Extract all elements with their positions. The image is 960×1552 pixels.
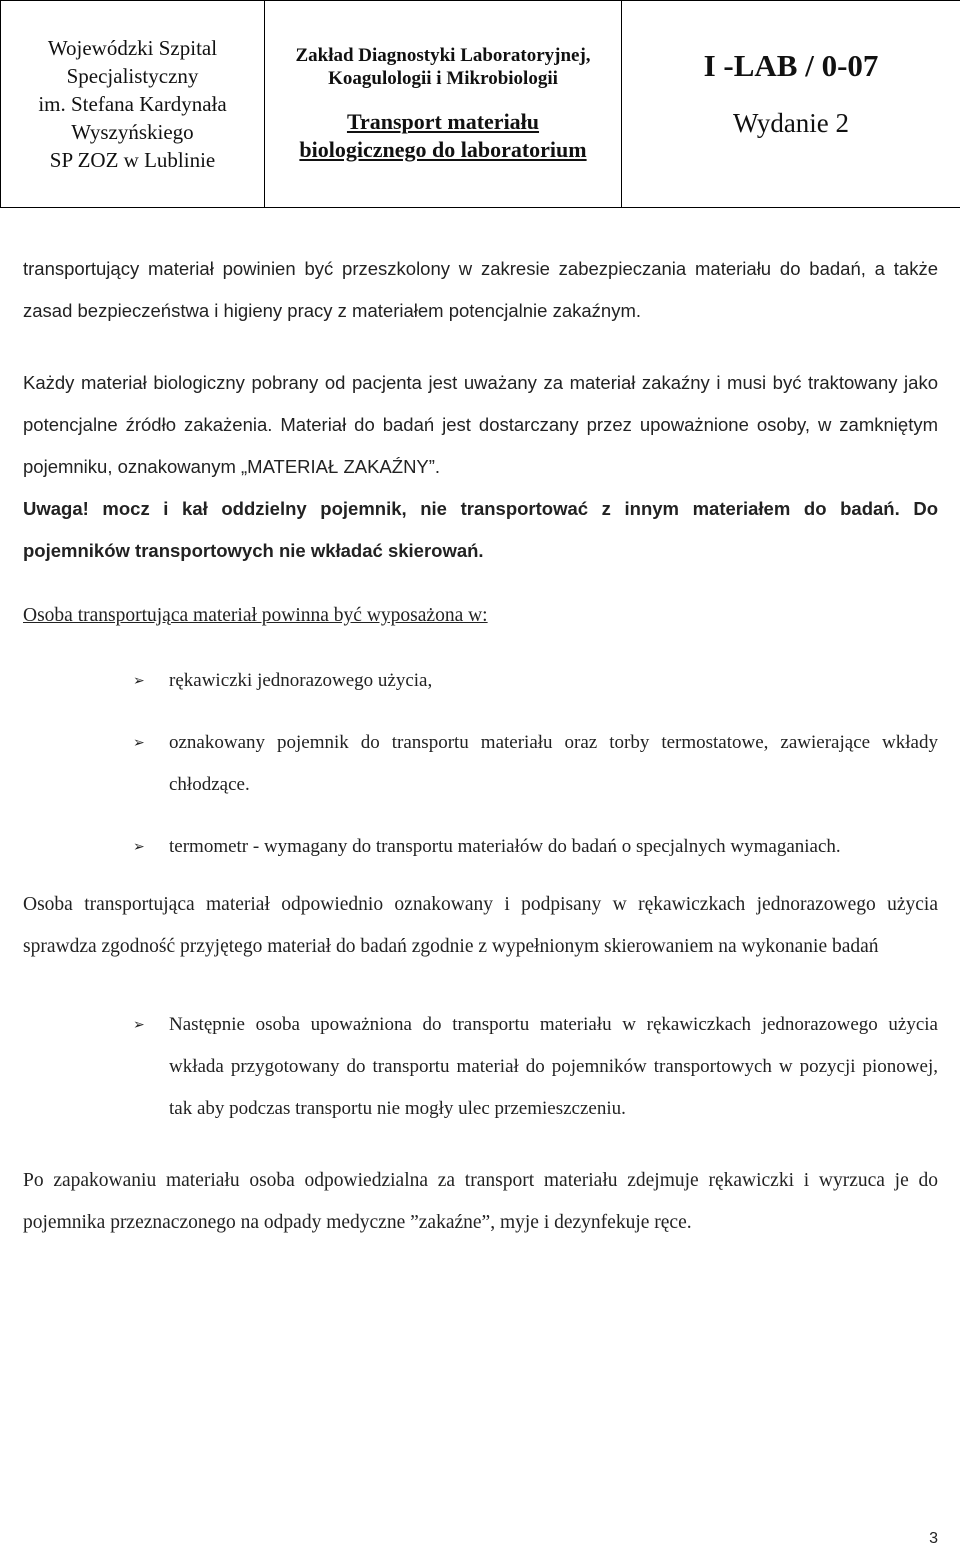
warning-label: Uwaga!: [23, 498, 89, 519]
document-title-line: Transport materiału: [346, 109, 540, 134]
document-title: [265, 108, 621, 164]
organization-line: im. Stefana Kardynała: [38, 92, 227, 116]
organization-line: Wyszyńskiego: [71, 120, 194, 144]
document-id-cell: [622, 1, 960, 208]
edition-label: Wydanie 2: [732, 107, 850, 138]
document-code: I -LAB / 0-07: [703, 47, 879, 83]
organization-cell: [1, 1, 265, 208]
organization-line: Wojewódzki Szpital: [47, 36, 218, 60]
organization-line: Specjalistyczny: [66, 64, 199, 88]
warning-text: mocz i kał oddzielny pojemnik, nie transportować z innym materiałem do badań. Do pojemników transportowych nie wkładać skierowań.: [23, 498, 938, 561]
document-header: [0, 0, 960, 208]
department-line: Zakład Diagnostyki Laboratoryjnej,: [295, 45, 591, 66]
list-item-text: oznakowany pojemnik do transportu materiału oraz torby termostatowe, zawierające wkłady chłodzące.: [169, 732, 938, 795]
steps-list: [23, 1004, 938, 1130]
paragraph-disposal: Po zapakowaniu materiału osoba odpowiedzialna za transport materiału zdejmuje rękawiczki i wyrzuca je do pojemnika przeznaczonego na odpady medyczne ”zakaźne”, myje i dezynfekuje ręce.: [23, 1170, 938, 1233]
document-body: [23, 248, 938, 1244]
organization-line: SP ZOZ w Lublinie: [49, 148, 216, 172]
department-cell: [265, 1, 622, 208]
list-item-text: termometr - wymagany do transportu materiałów do badań o specjalnych wymaganiach.: [169, 836, 841, 857]
department-line: Koagulologii i Mikrobiologii: [328, 68, 558, 89]
list-item-text: Następnie osoba upoważniona do transportu materiału w rękawiczkach jednorazowego użycia wkłada przygotowany do transportu materiał do pojemników transportowych w pozycji pionowej, tak aby podczas transportu nie mogły ulec przemieszczeniu.: [169, 1014, 938, 1119]
arrowhead-bullet-icon: ➢: [133, 1017, 145, 1033]
list-item: [23, 722, 938, 806]
department-name: [265, 44, 621, 90]
paragraph-text: Każdy materiał biologiczny pobrany od pacjenta jest uważany za materiał zakaźny i musi być traktowany jako potencjalne źródło zakażenia.: [23, 372, 938, 435]
arrowhead-bullet-icon: ➢: [133, 735, 145, 751]
document-title-line: biologicznego do laboratorium: [299, 137, 587, 162]
list-item: [23, 660, 938, 702]
list-item-text: rękawiczki jednorazowego użycia,: [169, 670, 433, 691]
paragraph-verification: Osoba transportująca materiał odpowiednio oznakowany i podpisany w rękawiczkach jednorazowego użycia sprawdza zgodność przyjętego materiał do badań zgodnie z wypełnionym skierowaniem na wykonanie badań: [23, 894, 938, 957]
arrowhead-bullet-icon: ➢: [133, 673, 145, 689]
arrowhead-bullet-icon: ➢: [133, 839, 145, 855]
page-number: 3: [929, 1530, 938, 1547]
equipment-list: [23, 660, 938, 868]
paragraph-text: Materiał do badań jest dostarczany przez upoważnione osoby, w zamkniętym pojemniku, oznakowanym „MATERIAŁ ZAKAŹNY”.: [23, 414, 938, 477]
equipment-heading: Osoba transportująca materiał powinna być wyposażona w:: [23, 605, 488, 626]
list-item: [23, 826, 938, 868]
list-item: [23, 1004, 938, 1130]
paragraph-training: transportujący materiał powinien być przeszkolony w zakresie zabezpieczania materiału do badań, a także zasad bezpieczeństwa i higieny pracy z materiałem potencjalnie zakaźnym.: [23, 258, 938, 321]
organization-name: [1, 34, 264, 174]
paragraph-infectious-material: [23, 362, 938, 572]
